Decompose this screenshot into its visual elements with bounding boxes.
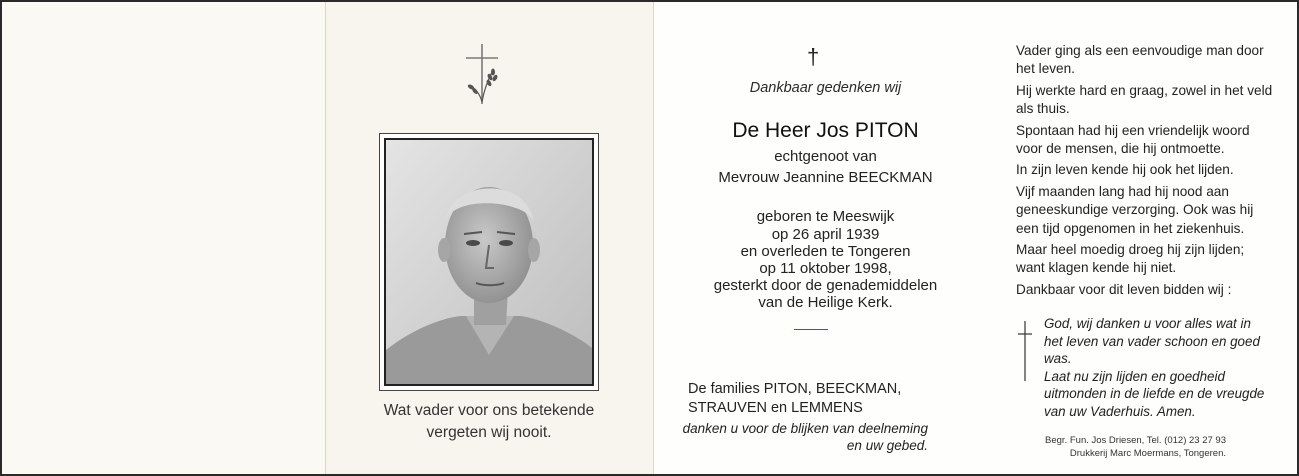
prayer [1044, 315, 1266, 421]
poem-paragraph: Maar heel moedig droeg hij zijn lijden; want klagen kende hij niet. [1016, 242, 1245, 276]
cross-wheat-icon [460, 42, 520, 106]
prayer-paragraph: Laat nu zijn lijden en goedheid uitmonden in de liefde en de vreugde van uw Vaderhuis. Amen. [1044, 368, 1265, 419]
birth-place: geboren te Meeswijk [756, 208, 895, 225]
heading: Dankbaar gedenken wij [749, 80, 902, 96]
portrait-photo [384, 138, 594, 386]
poem-paragraph: Vader ging als een eenvoudige man door het leven. [1016, 43, 1264, 77]
divider [794, 329, 828, 330]
poem-paragraph: Vijf maanden lang had hij nood aan geneeskundige verzorging. Ook was hij een tijd opgenomen in het ziekenhuis. [1016, 183, 1254, 236]
families [688, 380, 901, 418]
spouse-prefix: echtgenoot van [774, 148, 877, 165]
memorial-card [2, 2, 1297, 474]
thanks-line: danken u voor de blijken van deelneming [682, 421, 928, 436]
poem-paragraph: Hij werkte hard en graag, zowel in het veld als thuis. [1016, 82, 1273, 117]
caption-line: vergeten wij nooit. [426, 424, 552, 441]
sacraments-line: gesterkt door de genademiddelen [713, 277, 938, 294]
prayer-cross-icon [1018, 321, 1032, 381]
families-line: De families PITON, BEECKMAN, [688, 381, 902, 397]
portrait-photo-frame [379, 133, 599, 391]
thanks-note [683, 420, 928, 454]
spouse-name: Mevrouw Jeannine BEECKMAN [718, 169, 933, 186]
poem [1016, 42, 1276, 302]
credits [1045, 434, 1226, 460]
deceased-name: De Heer Jos PITON [732, 119, 919, 142]
poem-paragraph: In zijn leven kende hij ook het lijden. [1016, 162, 1234, 178]
caption-line: Wat vader voor ons betekende [383, 402, 595, 419]
photo-caption [325, 400, 653, 444]
thanks-line: en uw gebed. [846, 438, 928, 453]
left-blank-panel [2, 2, 325, 474]
prayer-paragraph: God, wij danken u voor alles wat in het leven van vader schoon en goed was. [1044, 316, 1260, 367]
poem-paragraph: Dankbaar voor dit leven bidden wij : [1016, 281, 1232, 297]
death-date: op 11 oktober 1998, [759, 260, 892, 277]
church-line: van de Heilige Kerk. [758, 294, 893, 311]
birth-date: op 26 april 1939 [771, 226, 880, 243]
families-line: STRAUVEN en LEMMENS [688, 400, 863, 416]
funeral-home: Begr. Fun. Jos Driesen, Tel. (012) 23 27 93 [1045, 435, 1226, 446]
printer-name: Drukkerij Marc Moermans, Tongeren. [1069, 448, 1226, 459]
cross-icon: † [807, 44, 820, 69]
poem-paragraph: Spontaan had hij een vriendelijk woord voor de mensen, die hij ontmoette. [1016, 122, 1250, 157]
death-place: en overleden te Tongeren [740, 243, 911, 260]
